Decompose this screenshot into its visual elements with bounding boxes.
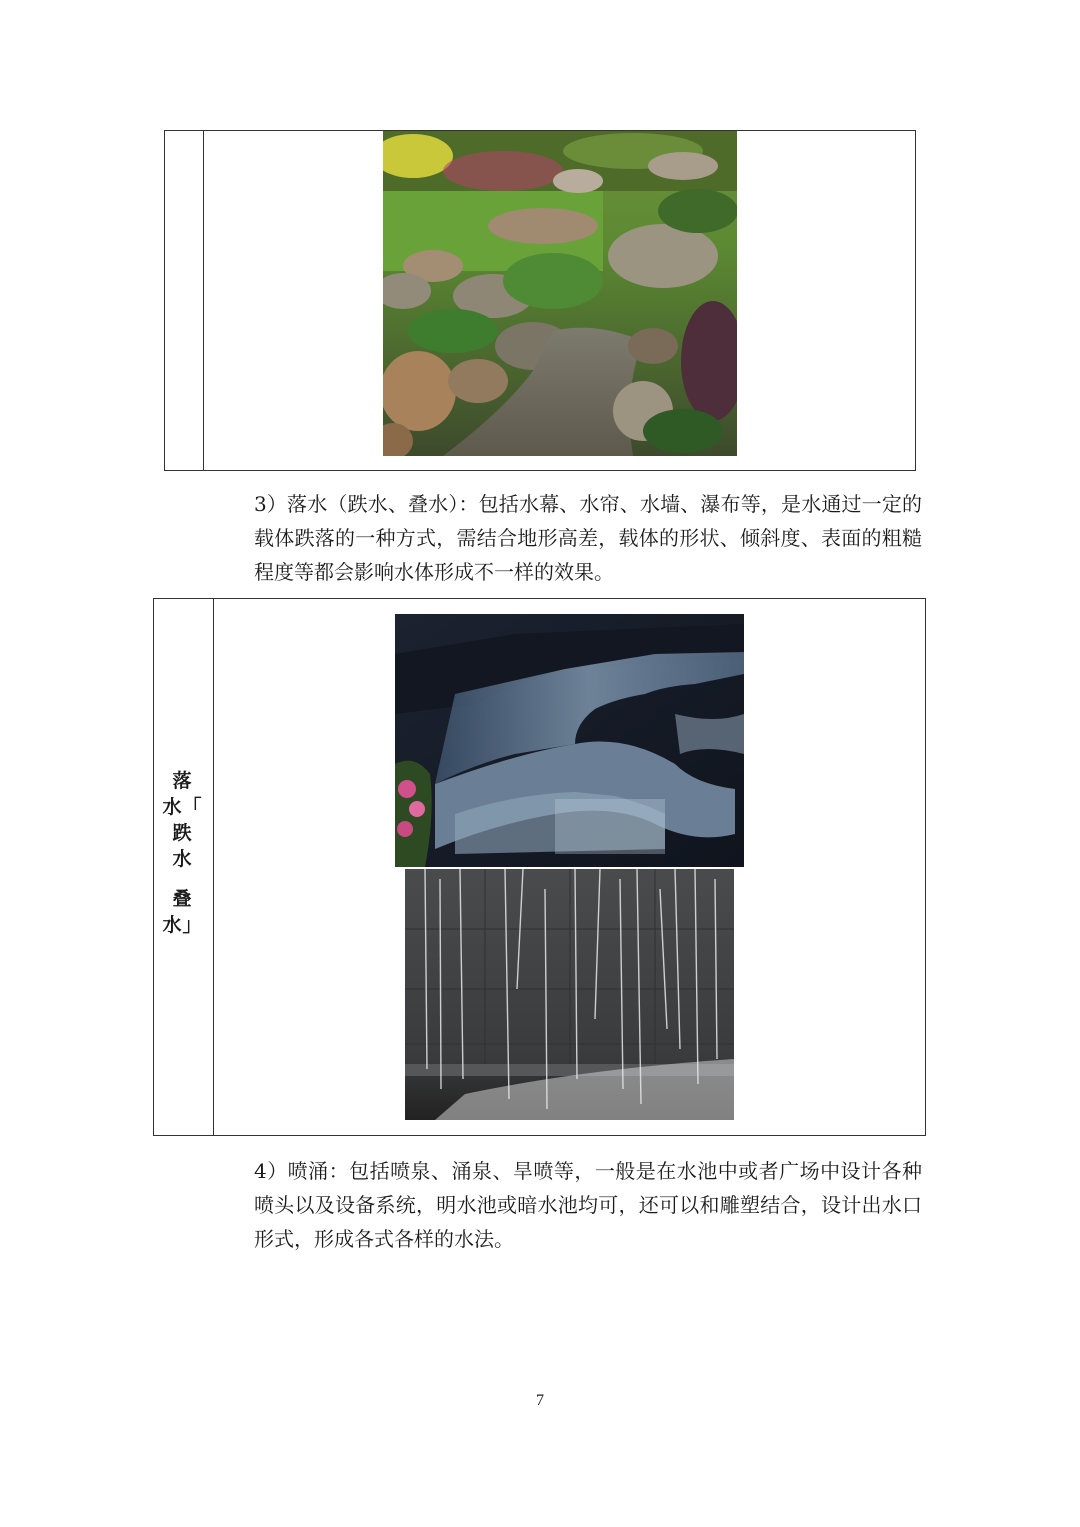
stepped-cascade-photo — [395, 614, 744, 867]
label-char: 「 — [182, 796, 202, 818]
label-char: 叠 — [172, 888, 192, 910]
paragraph-fountain: 4）喷涌：包括喷泉、涌泉、旱喷等，一般是在水池中或者广场中设计各种喷头以及设备系统，明水池或暗水池均可，还可以和雕塑结合，设计出水口形式，形成各式各样的水法。 — [254, 1159, 922, 1251]
table-column-divider — [213, 599, 214, 1135]
label-char: 」 — [182, 914, 202, 936]
rain-curtain-photo — [405, 869, 734, 1120]
label-char: 落 — [172, 770, 192, 792]
label-char — [162, 916, 201, 942]
label-char — [162, 798, 201, 824]
rock-stream-garden-photo — [383, 131, 737, 456]
page-number: 7 — [536, 1392, 544, 1409]
falling-water-label — [160, 772, 204, 942]
label-char: 跌 — [172, 822, 192, 844]
paragraph-falling-water: 3）落水（跌水、叠水）：包括水幕、水帘、水墙、瀑布等，是水通过一定的载体跌落的一种方式，需结合地形高差，载体的形状、倾斜度、表面的粗糙程度等都会影响水体形成不一样的效果。 — [254, 492, 922, 584]
label-char: 水 — [162, 796, 182, 818]
table-column-divider — [203, 131, 204, 470]
label-char: 水 — [162, 914, 182, 936]
label-char: 水 — [172, 848, 192, 870]
